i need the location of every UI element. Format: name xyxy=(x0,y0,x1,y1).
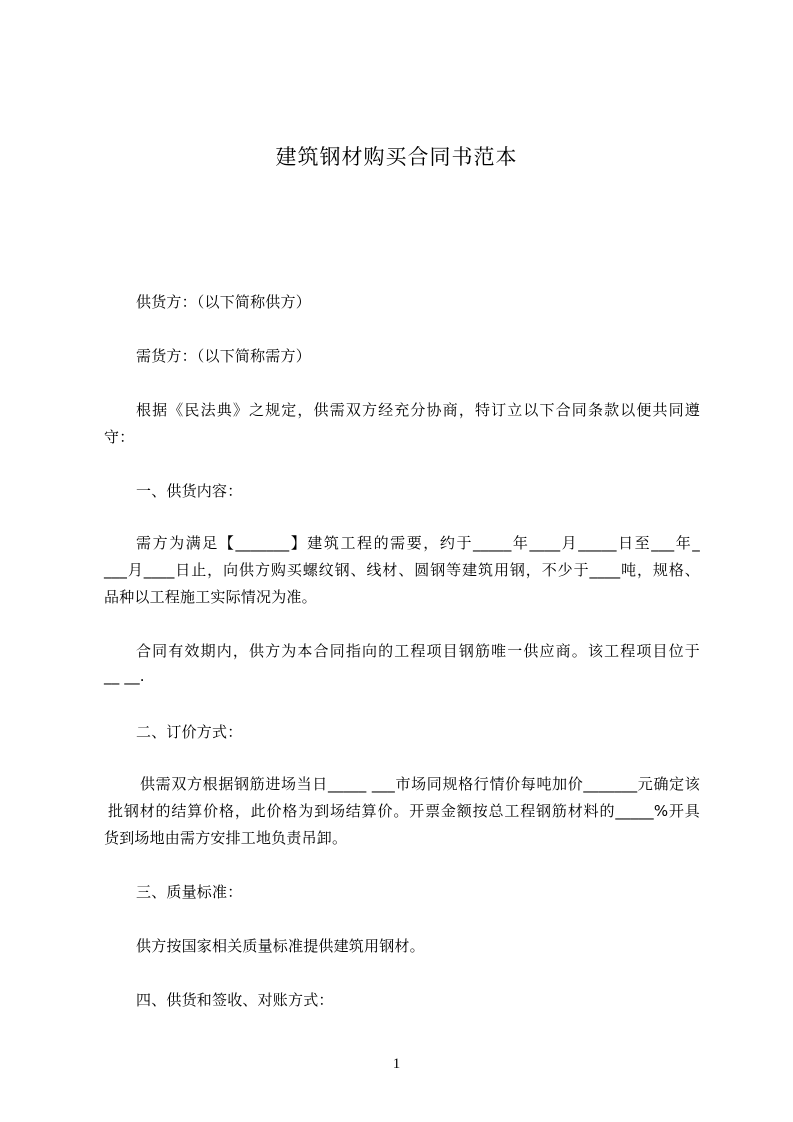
page-number: 1 xyxy=(392,1056,401,1072)
section-4-heading: 四、供货和签收、对账方式： xyxy=(136,991,334,1009)
intro-paragraph-line-1: 根据《民法典》之规定，供需双方经充分协商，特订立以下合同条款以便共同遵 xyxy=(136,401,700,419)
exclusive-supplier-line-1: 合同有效期内，供方为本合同指向的工程项目钢筋唯一供应商。该工程项目位于 xyxy=(136,642,700,660)
document-title: 建筑钢材购买合同书范本 xyxy=(275,145,518,169)
pricing-paragraph-line-2: 批钢材的结算价格，此价格为到场结算价。开票金额按总工程钢筋材料的_____%开具 xyxy=(108,802,700,820)
supply-paragraph-line-1: 需方为满足【_______】建筑工程的需要，约于_____年____月_____日至___年_ xyxy=(136,534,700,552)
intro-paragraph-line-2: 守： xyxy=(104,428,135,446)
section-1-heading: 一、供货内容： xyxy=(136,482,243,500)
section-3-heading: 三、质量标准： xyxy=(136,883,243,901)
exclusive-supplier-line-2: __ __. xyxy=(104,667,145,685)
quality-paragraph: 供方按国家相关质量标准提供建筑用钢材。 xyxy=(136,937,425,955)
supply-paragraph-line-3: 品种以工程施工实际情况为准。 xyxy=(104,588,317,606)
buyer-line: 需货方：（以下简称需方） xyxy=(136,347,311,365)
supplier-line: 供货方：（以下简称供方） xyxy=(136,293,311,311)
pricing-paragraph-line-1: 供需双方根据钢筋进场当日_____ ___市场同规格行情价每吨加价_______元确定该 xyxy=(140,775,700,793)
supply-paragraph-line-2: ___月____日止，向供方购买螺纹钢、线材、圆钢等建筑用钢，不少于____吨，规格、 xyxy=(104,561,700,579)
pricing-paragraph-line-3: 货到场地由需方安排工地负责吊卸。 xyxy=(104,829,348,847)
section-2-heading: 二、订价方式： xyxy=(136,723,243,741)
